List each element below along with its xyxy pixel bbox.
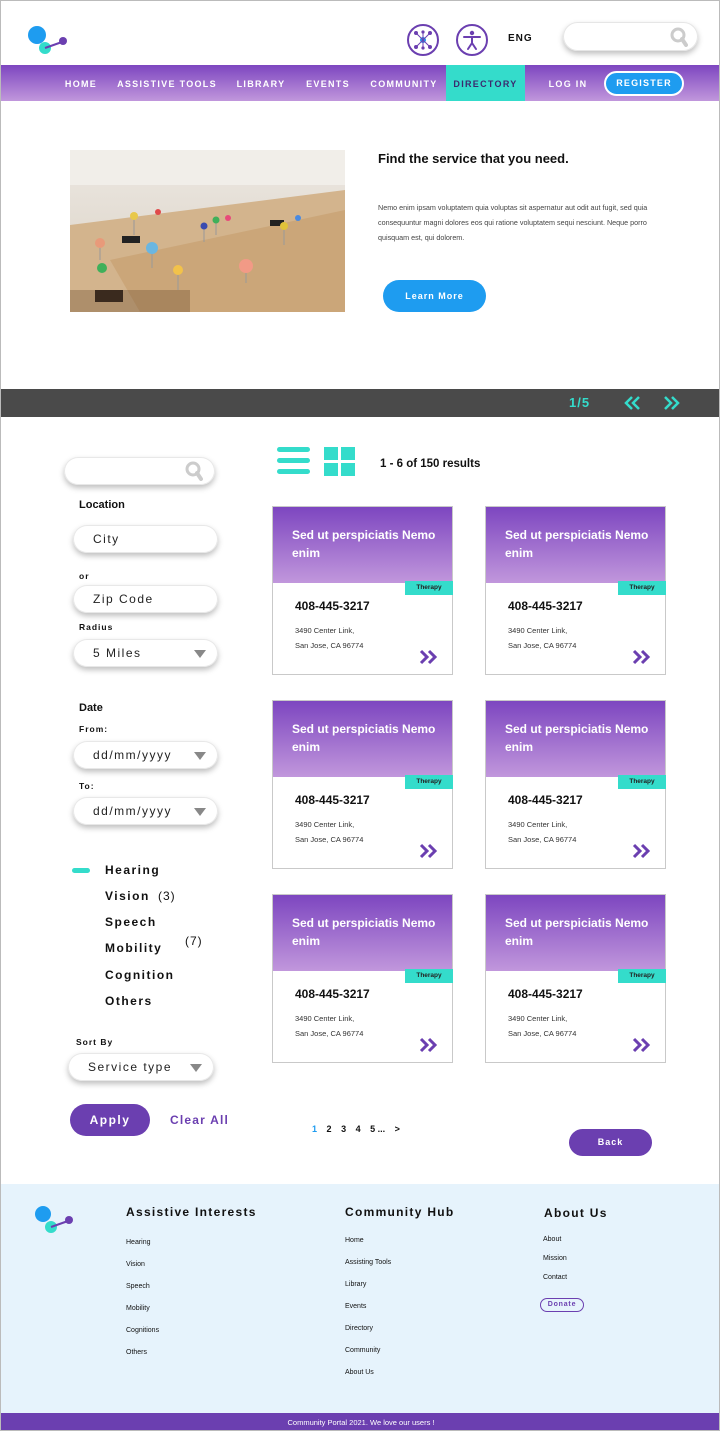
- card-tag: Therapy: [618, 969, 666, 983]
- dropdown-arrow-icon: [194, 650, 206, 658]
- card-title: Sed ut perspiciatis Nemo enim: [505, 916, 649, 948]
- card-address: 3490 Center Link, San Jose, CA 96774: [508, 1014, 577, 1038]
- card-title: Sed ut perspiciatis Nemo enim: [292, 916, 436, 948]
- card-tag: Therapy: [405, 581, 453, 595]
- footer-link[interactable]: Speech: [126, 1283, 150, 1290]
- nav-library[interactable]: LIBRARY: [236, 79, 286, 89]
- card-header: [486, 701, 665, 777]
- accessibility-icon[interactable]: [456, 24, 488, 56]
- category-speech[interactable]: Speech: [105, 915, 157, 929]
- card-address: 3490 Center Link, San Jose, CA 96774: [508, 626, 577, 650]
- footer-link[interactable]: Cognitions: [126, 1327, 160, 1334]
- service-card[interactable]: [485, 700, 666, 869]
- footer-link[interactable]: About: [543, 1236, 562, 1243]
- back-button[interactable]: Back: [569, 1129, 652, 1156]
- card-address: 3490 Center Link, San Jose, CA 96774: [295, 626, 364, 650]
- service-card[interactable]: [485, 894, 666, 1063]
- footer: [1, 1184, 720, 1413]
- card-header: [486, 507, 665, 583]
- nav-home[interactable]: HOME: [64, 79, 98, 89]
- card-title: Sed ut perspiciatis Nemo enim: [292, 722, 436, 754]
- city-input[interactable]: City: [73, 525, 218, 553]
- footer-link[interactable]: About Us: [345, 1369, 374, 1376]
- footer-link[interactable]: Home: [345, 1237, 364, 1244]
- card-title: Sed ut perspiciatis Nemo enim: [292, 528, 436, 560]
- card-phone: 408-445-3217: [295, 599, 370, 613]
- from-date-input[interactable]: [73, 741, 218, 769]
- top-bar: [1, 1, 720, 65]
- category-cognition[interactable]: Cognition: [105, 968, 175, 982]
- category-vision[interactable]: Vision: [105, 889, 150, 903]
- selected-category-marker: [72, 868, 90, 873]
- footer-link[interactable]: Mobility: [126, 1305, 150, 1312]
- language-selector[interactable]: ENG: [508, 33, 533, 44]
- footer-link[interactable]: Hearing: [126, 1239, 151, 1246]
- card-tag: Therapy: [618, 775, 666, 789]
- pagination: [312, 1124, 407, 1134]
- card-header: [273, 507, 452, 583]
- card-tag: Therapy: [405, 969, 453, 983]
- card-header: [273, 895, 452, 971]
- service-card[interactable]: [272, 700, 453, 869]
- double-chevron-left-icon[interactable]: [623, 395, 643, 411]
- nav-events[interactable]: EVENTS: [306, 79, 350, 89]
- double-chevron-right-icon[interactable]: [631, 1037, 653, 1053]
- filter-search-input[interactable]: [64, 457, 215, 485]
- footer-link[interactable]: Library: [345, 1281, 367, 1288]
- donate-button[interactable]: Donate: [540, 1298, 584, 1312]
- dropdown-arrow-icon: [194, 808, 206, 816]
- sort-by-label: Sort By: [76, 1037, 114, 1047]
- footer-link[interactable]: Assisting Tools: [345, 1259, 392, 1266]
- footer-link[interactable]: Mission: [543, 1255, 567, 1262]
- search-icon[interactable]: [185, 461, 203, 481]
- date-label: Date: [79, 702, 103, 714]
- to-date-value: dd/mm/yyyy: [93, 804, 173, 818]
- double-chevron-right-icon[interactable]: [631, 843, 653, 859]
- card-title: Sed ut perspiciatis Nemo enim: [505, 528, 649, 560]
- card-tag: Therapy: [405, 775, 453, 789]
- card-header: [486, 895, 665, 971]
- grid-view-icon[interactable]: [324, 447, 355, 476]
- double-chevron-right-icon[interactable]: [631, 649, 653, 665]
- learn-more-button[interactable]: Learn More: [383, 280, 486, 312]
- category-mobility-count: (7): [185, 934, 203, 948]
- service-card[interactable]: [485, 506, 666, 675]
- results-count: 1 - 6 of 150 results: [380, 458, 481, 470]
- card-phone: 408-445-3217: [508, 987, 583, 1001]
- footer-heading-about: About Us: [544, 1206, 608, 1220]
- from-label: From:: [79, 724, 109, 734]
- nav-assistive-tools[interactable]: ASSISTIVE TOOLS: [117, 79, 217, 89]
- card-address: 3490 Center Link, San Jose, CA 96774: [508, 820, 577, 844]
- category-others[interactable]: Others: [105, 994, 153, 1008]
- category-mobility[interactable]: Mobility: [105, 941, 163, 955]
- footer-link[interactable]: Directory: [345, 1325, 374, 1332]
- next-page-link[interactable]: >: [394, 1124, 400, 1134]
- to-label: To:: [79, 781, 95, 791]
- card-address: 3490 Center Link, San Jose, CA 96774: [295, 820, 364, 844]
- location-label: Location: [79, 499, 125, 511]
- double-chevron-right-icon[interactable]: [418, 649, 440, 665]
- double-chevron-right-icon[interactable]: [661, 395, 681, 411]
- card-phone: 408-445-3217: [508, 793, 583, 807]
- community-logo-icon: [33, 1204, 77, 1236]
- page-link-2[interactable]: 2: [326, 1124, 332, 1134]
- search-icon[interactable]: [670, 27, 688, 47]
- radius-value: 5 Miles: [93, 646, 142, 660]
- card-phone: 408-445-3217: [295, 793, 370, 807]
- dropdown-arrow-icon: [194, 752, 206, 760]
- sort-by-select[interactable]: [68, 1053, 214, 1081]
- hero-map-pins-image: [70, 150, 345, 312]
- card-tag: Therapy: [618, 581, 666, 595]
- from-date-value: dd/mm/yyyy: [93, 748, 173, 762]
- card-title: Sed ut perspiciatis Nemo enim: [505, 722, 649, 754]
- list-view-icon[interactable]: [277, 447, 310, 475]
- dropdown-arrow-icon: [190, 1064, 202, 1072]
- hero-description: Nemo enim ipsam voluptatem quia voluptas sit aspernatur aut odit aut fugit, sed quia consequuntur magni dolores eos qui ratione voluptatem sequi nesciunt. Neque porro quisquam est, qui dolorem.: [378, 203, 648, 242]
- search-input[interactable]: [563, 22, 698, 51]
- slide-counter: 1/5: [569, 395, 591, 410]
- footer-link[interactable]: Others: [126, 1349, 148, 1356]
- footer-link[interactable]: Events: [345, 1303, 367, 1310]
- radius-label: Radius: [79, 622, 114, 632]
- apply-button[interactable]: Apply: [70, 1104, 150, 1136]
- slider-bar: [1, 389, 720, 417]
- nav-community[interactable]: COMMUNITY: [370, 79, 438, 89]
- footer-heading-hub: Community Hub: [345, 1205, 455, 1219]
- service-card[interactable]: [272, 894, 453, 1063]
- service-card[interactable]: [272, 506, 453, 675]
- card-address: 3490 Center Link, San Jose, CA 96774: [295, 1014, 364, 1038]
- category-vision-count: (3): [158, 889, 176, 903]
- hero-title: Find the service that you need.: [378, 151, 569, 166]
- nav-login[interactable]: LOG IN: [548, 79, 588, 89]
- card-phone: 408-445-3217: [295, 987, 370, 1001]
- to-date-input[interactable]: [73, 797, 218, 825]
- footer-link[interactable]: Community: [345, 1347, 381, 1354]
- copyright-bar: Community Portal 2021. We love our users !: [1, 1413, 720, 1431]
- double-chevron-right-icon[interactable]: [418, 1037, 440, 1053]
- clear-all-link[interactable]: Clear All: [170, 1113, 230, 1127]
- community-logo-icon[interactable]: [27, 25, 71, 55]
- network-icon[interactable]: [407, 24, 439, 56]
- zip-code-input[interactable]: Zip Code: [73, 585, 218, 613]
- double-chevron-right-icon[interactable]: [418, 843, 440, 859]
- page-link-5[interactable]: 5 ...: [370, 1124, 386, 1134]
- radius-select[interactable]: [73, 639, 218, 667]
- page-link-4[interactable]: 4: [355, 1124, 361, 1134]
- sort-by-value: Service type: [88, 1060, 173, 1074]
- card-phone: 408-445-3217: [508, 599, 583, 613]
- footer-link[interactable]: Contact: [543, 1274, 568, 1281]
- footer-link[interactable]: Vision: [126, 1261, 145, 1268]
- or-label: or: [79, 571, 90, 581]
- category-hearing[interactable]: Hearing: [105, 863, 161, 877]
- card-header: [273, 701, 452, 777]
- nav-directory[interactable]: DIRECTORY: [446, 65, 525, 101]
- register-button[interactable]: REGISTER: [604, 71, 684, 96]
- page-link-1[interactable]: 1: [312, 1124, 318, 1134]
- footer-heading-interests: Assistive Interests: [126, 1205, 257, 1219]
- page-link-3[interactable]: 3: [341, 1124, 347, 1134]
